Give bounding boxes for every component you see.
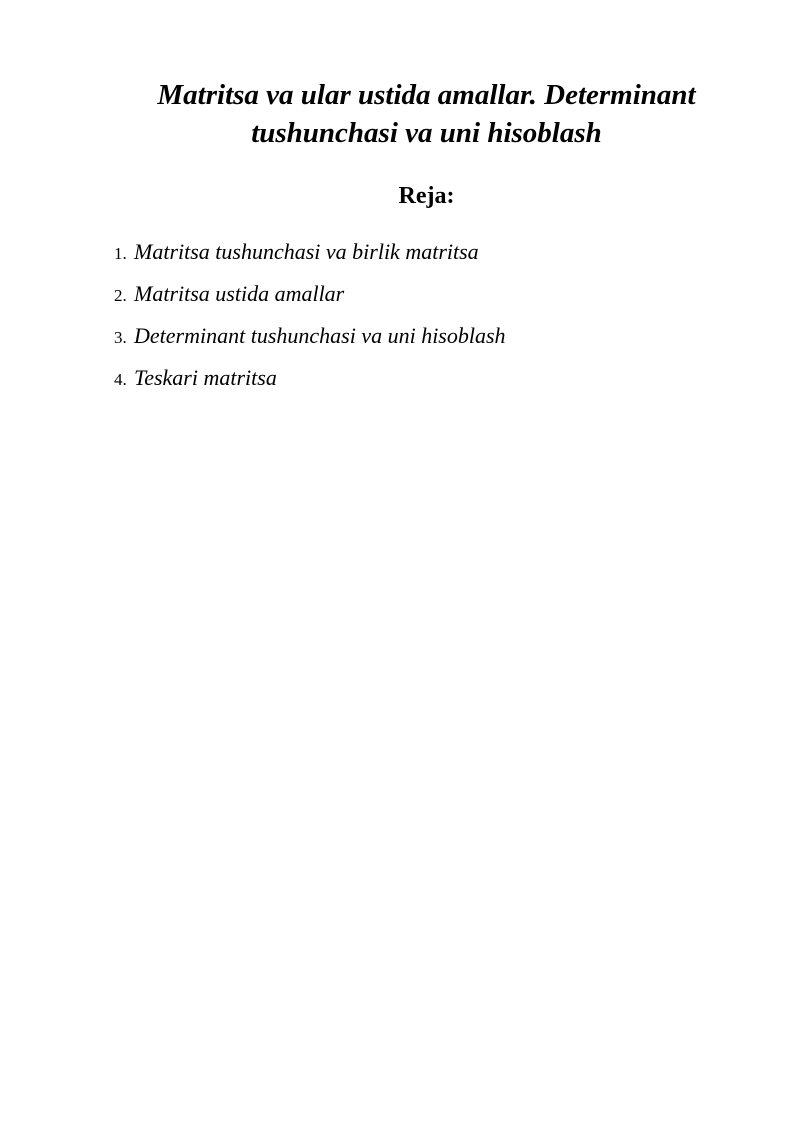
plan-item-number: 4. [114,370,127,389]
plan-heading: Reja: [398,183,455,209]
plan-item-number: 3. [114,328,127,347]
plan-item-number: 2. [114,286,127,305]
plan-item-4 [114,362,506,404]
plan-item-2 [114,278,506,320]
title-line-2: tushunchasi va uni hisoblash [251,117,602,149]
title-line-1: Matritsa va ular ustida amallar. Determinant [157,79,696,111]
document-title [100,76,753,152]
plan-item-1 [114,236,506,278]
plan-item-text: Matritsa tushunchasi va birlik matritsa [134,239,479,264]
plan-item-text: Matritsa ustida amallar [134,281,345,306]
plan-item-number: 1. [114,244,127,263]
plan-list [114,236,506,404]
plan-item-3 [114,320,506,362]
plan-item-text: Teskari matritsa [134,365,277,390]
plan-item-text: Determinant tushunchasi va uni hisoblash [134,323,506,348]
